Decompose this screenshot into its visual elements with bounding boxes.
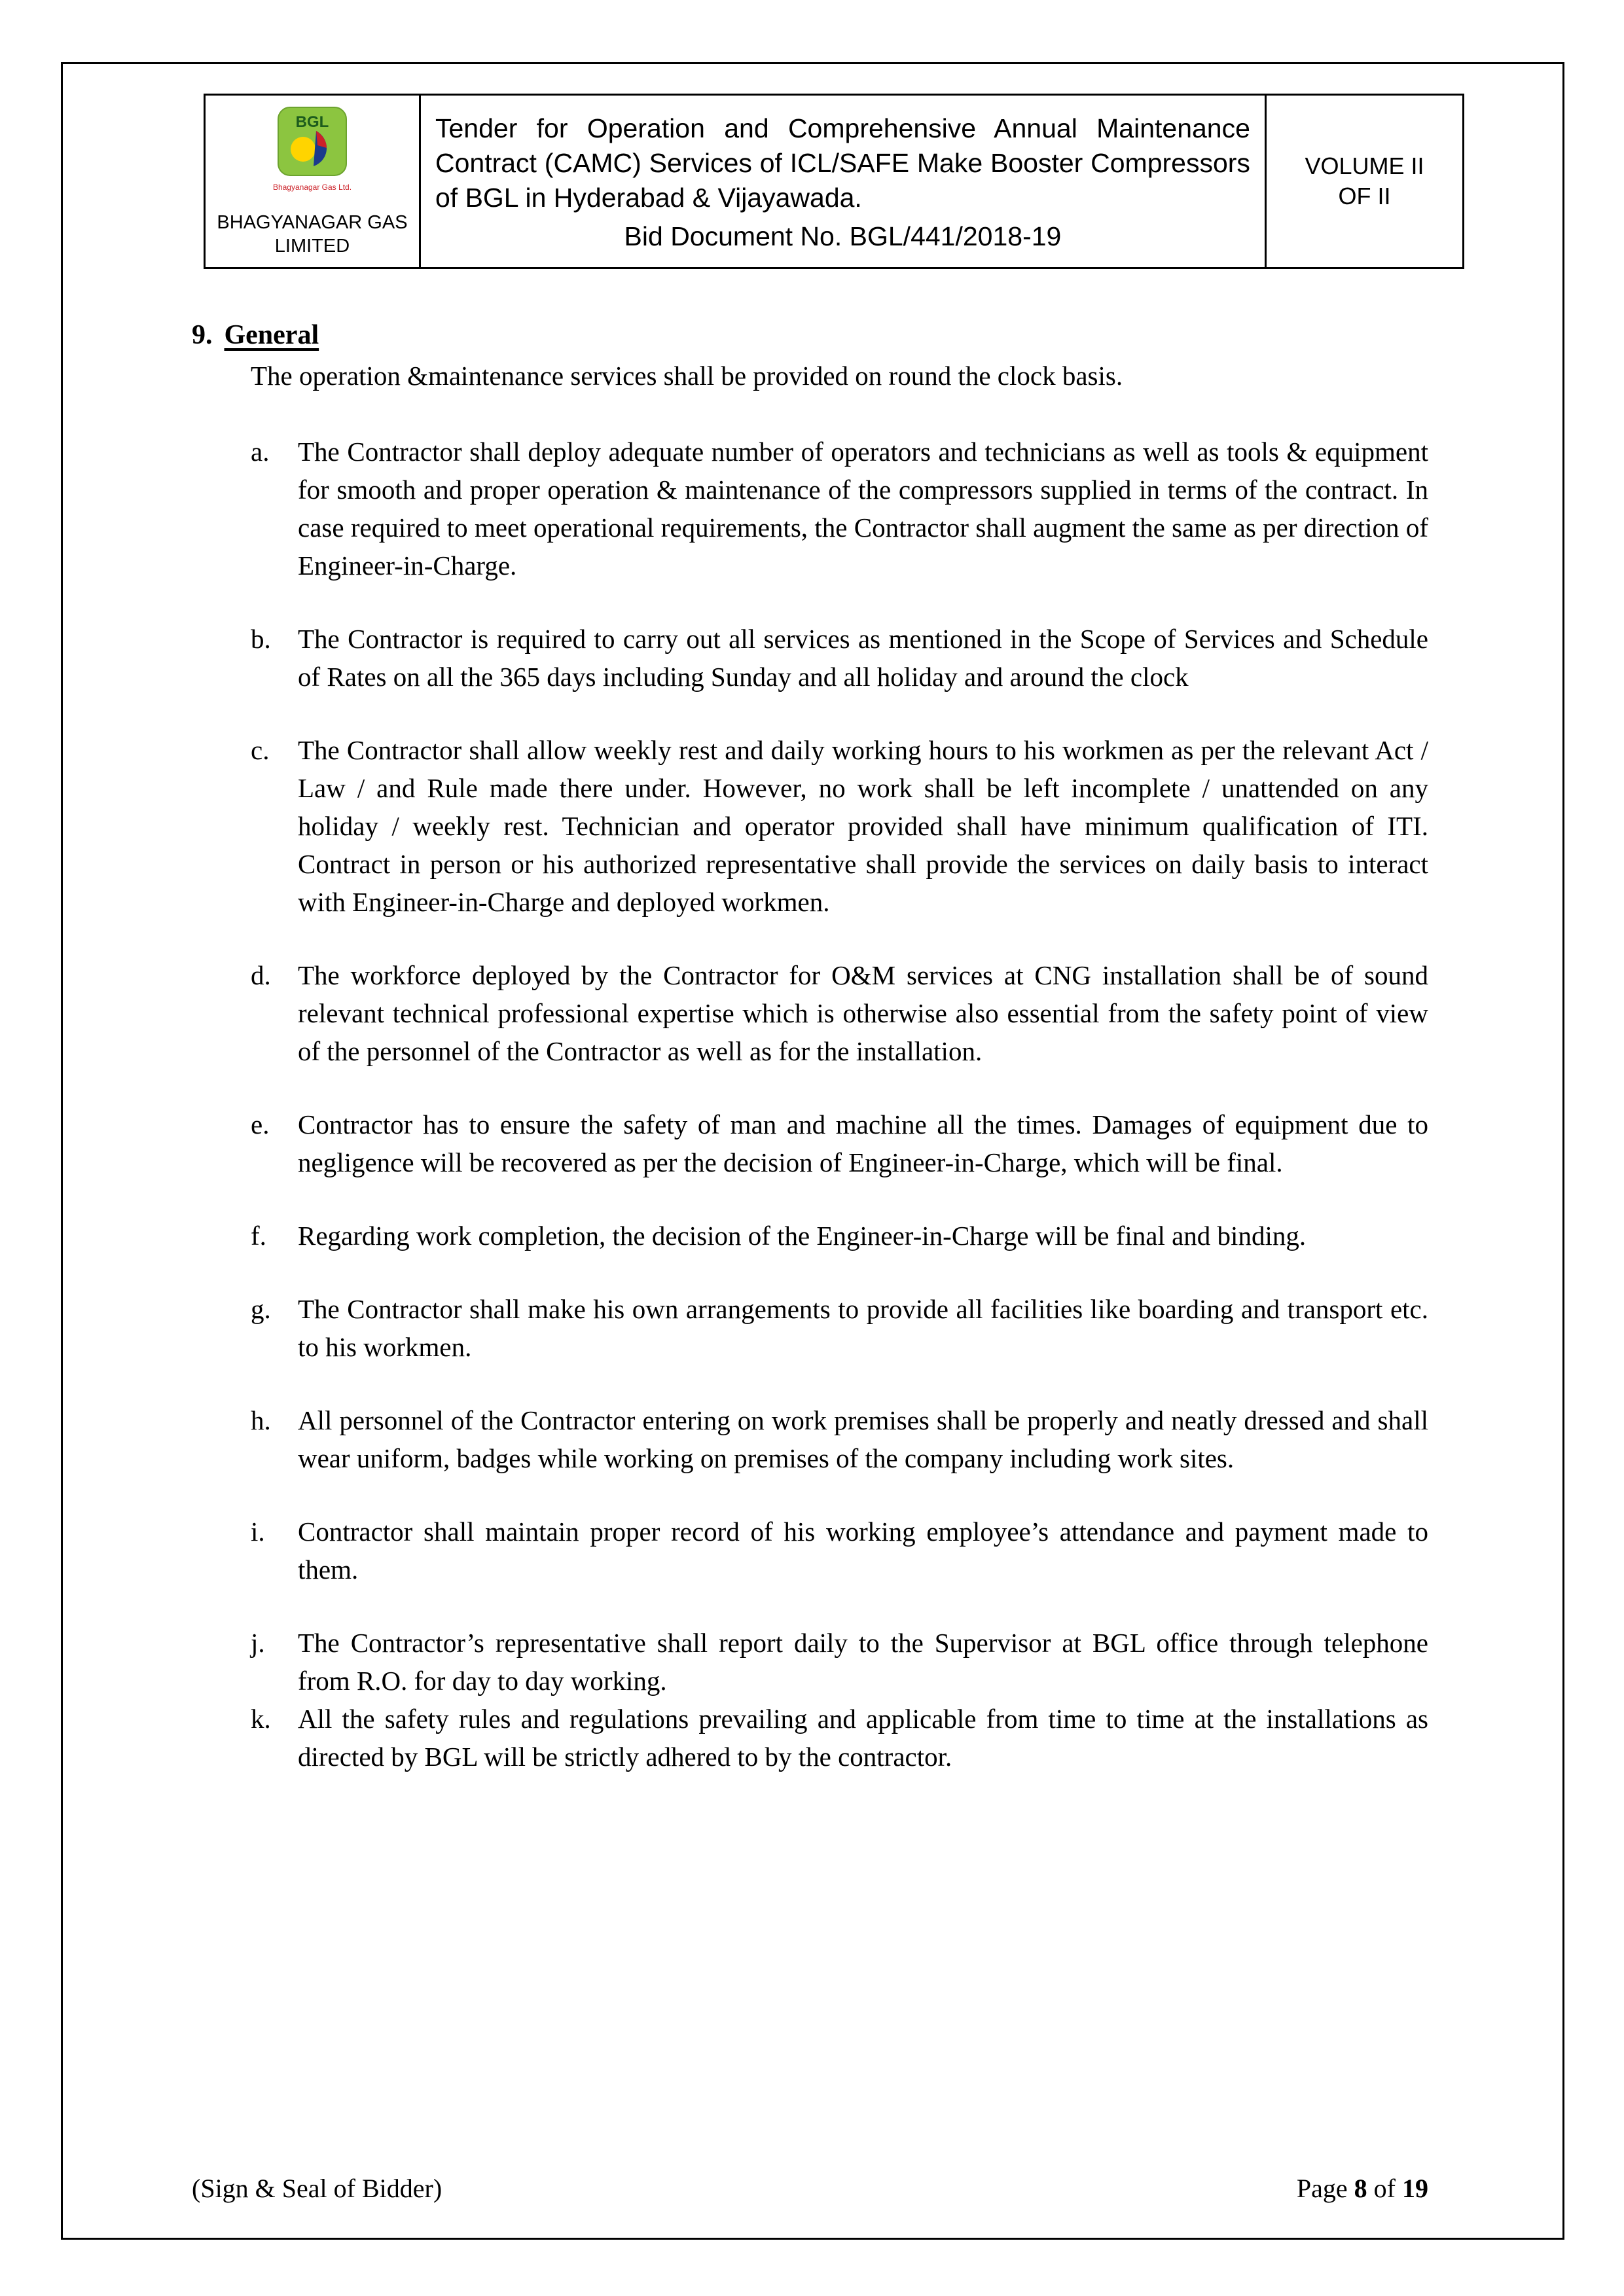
list-item: [251, 620, 1428, 696]
list-item: [251, 1624, 1428, 1700]
of-label: of: [1367, 2174, 1402, 2203]
logo-cell: [206, 96, 421, 267]
list-item-letter: c.: [251, 735, 270, 765]
header-table: [204, 94, 1464, 269]
list-item-text: All personnel of the Contractor entering on work premises shall be properly and neatly dressed and shall wear uniform, badges while working on premises of the company including work sites.: [298, 1405, 1428, 1473]
list-item-text: Contractor has to ensure the safety of man and machine all the times. Damages of equipment due to negligence will be recovered as per the decision of Engineer-in-Charge, which will be final.: [298, 1109, 1428, 1177]
list-item-letter: e.: [251, 1109, 270, 1139]
volume-line1: VOLUME II: [1305, 152, 1424, 179]
list-item-letter: b.: [251, 624, 271, 654]
volume-line2: OF II: [1338, 183, 1391, 209]
section-number: 9.: [192, 320, 213, 350]
list-item-letter: g.: [251, 1294, 271, 1324]
lettered-list: [192, 433, 1428, 1776]
document-body: [192, 316, 1428, 1776]
sign-seal-note: (Sign & Seal of Bidder): [192, 2174, 442, 2203]
list-item: [251, 1290, 1428, 1366]
company-name-line2: LIMITED: [274, 236, 350, 257]
volume-cell: [1267, 96, 1462, 267]
tender-title: Tender for Operation and Comprehensive Annual Maintenance Contract (CAMC) Services of ICL/SAFE Make Booster Compressors of BGL in Hyderabad & Vijayawada.: [435, 113, 1250, 213]
list-item: [251, 433, 1428, 584]
list-item-letter: d.: [251, 960, 271, 990]
list-item: [251, 1513, 1428, 1588]
list-item-letter: i.: [251, 1516, 265, 1547]
list-item-letter: k.: [251, 1704, 271, 1734]
bgl-logo-icon: [270, 105, 354, 208]
page-number-indicator: [1297, 2173, 1428, 2204]
page-label: Page: [1296, 2174, 1354, 2203]
list-item: [251, 1217, 1428, 1255]
list-item-text: Regarding work completion, the decision of the Engineer-in-Charge will be final and binding.: [298, 1221, 1307, 1251]
list-item-text: The Contractor shall allow weekly rest and daily working hours to his workmen as per the relevant Act / Law / and Rule made there under. However, no work shall be left incomplete / unattended on any holiday / weekly rest. Technician and operator provided shall have minimum qualification of ITI. Contract in person or his authorized representative shall provide the services on daily basis to interact with Engineer-in-Charge and deployed workmen.: [298, 735, 1428, 917]
section-title: General: [224, 320, 319, 350]
list-item-letter: f.: [251, 1221, 266, 1251]
list-item-text: The Contractor is required to carry out all services as mentioned in the Scope of Services and Schedule of Rates on all the 365 days including Sunday and all holiday and around the clock: [298, 624, 1428, 692]
bid-document-number: Bid Document No. BGL/441/2018-19: [624, 221, 1062, 251]
list-item-letter: a.: [251, 437, 270, 467]
page-border-frame: [61, 62, 1564, 2240]
list-item: [251, 1700, 1428, 1776]
list-item: [251, 1401, 1428, 1477]
section-heading: [192, 316, 1428, 354]
list-item-text: Contractor shall maintain proper record of his working employee’s attendance and payment made to them.: [298, 1516, 1428, 1585]
list-item-text: The Contractor shall deploy adequate number of operators and technicians as well as tools & equipment for smooth and proper operation & maintenance of the compressors supplied in terms of the contract. In case required to meet operational requirements, the Contractor shall augment the same as per direction of Engineer-in-Charge.: [298, 437, 1428, 581]
page-footer: [192, 2173, 1428, 2204]
section-intro: The operation &maintenance services shall be provided on round the clock basis.: [251, 361, 1123, 391]
list-item-letter: h.: [251, 1405, 271, 1435]
company-name: [217, 211, 407, 258]
list-item-letter: j.: [251, 1628, 265, 1658]
title-cell: [421, 96, 1267, 267]
list-item-text: The workforce deployed by the Contractor for O&M services at CNG installation shall be of sound relevant technical professional expertise which is otherwise also essential from the safety point of view of the personnel of the Contractor as well as for the installation.: [298, 960, 1428, 1066]
company-name-line1: BHAGYANAGAR GAS: [217, 212, 408, 233]
svg-text:BGL: BGL: [295, 113, 329, 131]
total-pages: 19: [1402, 2174, 1428, 2203]
list-item: [251, 731, 1428, 921]
list-item-text: The Contractor shall make his own arrangements to provide all facilities like boarding and transport etc. to his workmen.: [298, 1294, 1428, 1362]
logo-subtext: Bhagyanagar Gas Ltd.: [272, 183, 352, 192]
list-item: [251, 1105, 1428, 1181]
list-item-text: The Contractor’s representative shall report daily to the Supervisor at BGL office through telephone from R.O. for day to day working.: [298, 1628, 1428, 1696]
current-page-number: 8: [1354, 2174, 1367, 2203]
list-item-text: All the safety rules and regulations prevailing and applicable from time to time at the installations as directed by BGL will be strictly adhered to by the contractor.: [298, 1704, 1428, 1772]
list-item: [251, 956, 1428, 1070]
